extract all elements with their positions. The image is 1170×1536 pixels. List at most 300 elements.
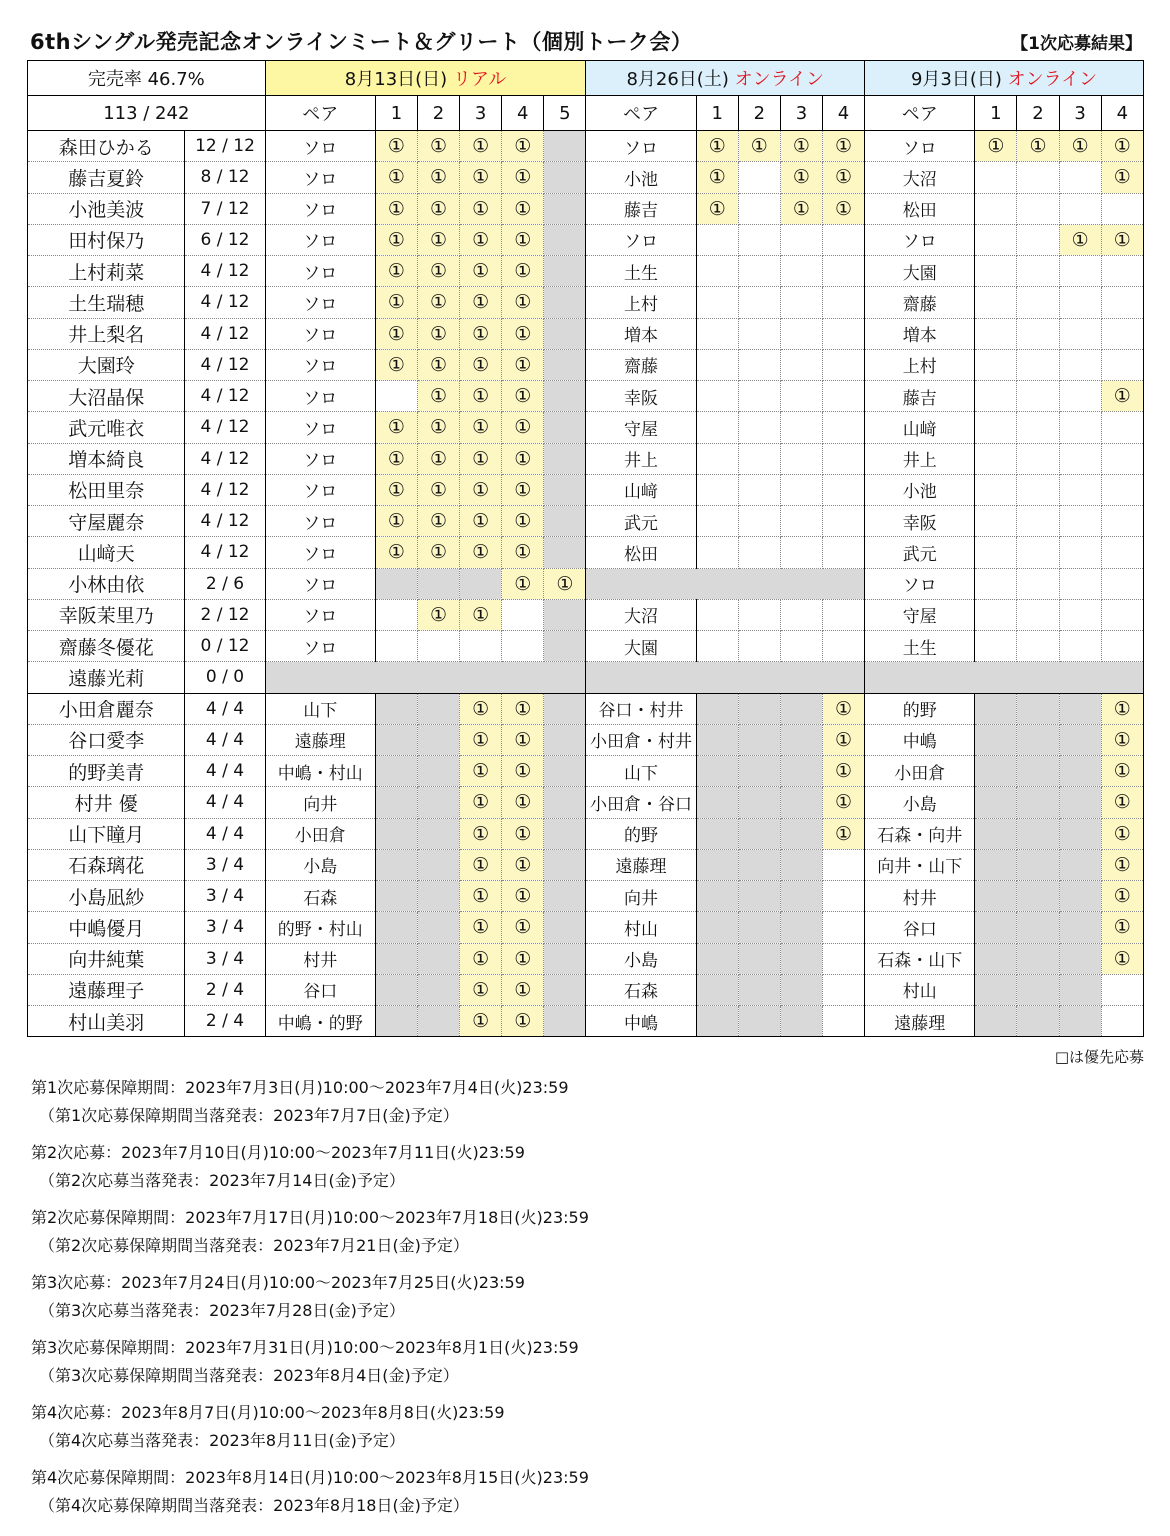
- pair-cell: ソロ: [265, 224, 375, 255]
- pair-cell: 小田倉・谷口: [586, 787, 696, 818]
- slot-header: 1: [375, 96, 417, 131]
- slot-empty: [822, 974, 864, 1005]
- slot-empty: [780, 224, 822, 255]
- member-ratio: 0 / 0: [185, 662, 265, 693]
- slot-empty: [1059, 412, 1101, 443]
- member-name: 石森璃花: [28, 849, 185, 880]
- pair-cell: 土生: [865, 631, 975, 662]
- slot-won-mark: ①: [1101, 849, 1143, 880]
- slot-empty: [696, 537, 738, 568]
- slot-empty: [738, 631, 780, 662]
- slot-empty: [1101, 318, 1143, 349]
- slot-empty: [1101, 287, 1143, 318]
- slot-unavailable: [375, 943, 417, 974]
- slot-empty: [1017, 193, 1059, 224]
- pair-cell: 大沼: [865, 162, 975, 193]
- slot-unavailable: [780, 818, 822, 849]
- slot-unavailable: [1017, 912, 1059, 943]
- slot-empty: [1017, 506, 1059, 537]
- slot-unavailable: [780, 881, 822, 912]
- slot-unavailable: [1017, 724, 1059, 755]
- slot-won-mark: ①: [460, 756, 502, 787]
- slot-unavailable: [696, 974, 738, 1005]
- slot-unavailable: [544, 943, 586, 974]
- slot-won-mark: ①: [822, 756, 864, 787]
- pair-cell: ソロ: [265, 474, 375, 505]
- member-row: [28, 506, 1144, 537]
- slot-unavailable: [375, 974, 417, 1005]
- slot-won-mark: ①: [502, 193, 544, 224]
- period-main: 第4次応募保障期間：2023年8月14日(月)10:00～2023年8月15日(火)23:59: [31, 1468, 589, 1487]
- pair-cell: 山﨑: [586, 474, 696, 505]
- member-ratio: 7 / 12: [185, 193, 265, 224]
- pair-header: ペア: [265, 96, 375, 131]
- member-ratio: 4 / 12: [185, 537, 265, 568]
- member-ratio: 4 / 4: [185, 756, 265, 787]
- slot-header: 4: [502, 96, 544, 131]
- slot-unavailable: [780, 787, 822, 818]
- period-announcement: （第2次応募保障期間当落発表：2023年7月21日(金)予定）: [39, 1236, 469, 1255]
- member-row: [28, 881, 1144, 912]
- event-header-row: [28, 61, 1144, 96]
- member-name: 井上梨名: [28, 318, 185, 349]
- slot-unavailable: [544, 287, 586, 318]
- slot-won-mark: ①: [502, 912, 544, 943]
- slot-unavailable: [544, 224, 586, 255]
- slot-empty: [696, 318, 738, 349]
- slot-empty: [975, 599, 1017, 630]
- slot-unavailable: [375, 818, 417, 849]
- slot-won-mark: ①: [375, 131, 417, 162]
- slot-empty: [738, 193, 780, 224]
- slot-empty: [696, 474, 738, 505]
- slot-unavailable: [544, 724, 586, 755]
- slot-unavailable: [375, 568, 417, 599]
- slot-won-mark: ①: [460, 443, 502, 474]
- slot-unavailable: [544, 131, 586, 162]
- member-row: [28, 662, 1144, 693]
- slot-unavailable: [738, 756, 780, 787]
- member-name: 小池美波: [28, 193, 185, 224]
- slot-header: 3: [780, 96, 822, 131]
- slot-unavailable: [544, 318, 586, 349]
- slot-empty: [780, 287, 822, 318]
- slot-empty: [1059, 287, 1101, 318]
- slot-won-mark: ①: [460, 1006, 502, 1037]
- pair-cell: 武元: [586, 506, 696, 537]
- slot-empty: [738, 224, 780, 255]
- pair-cell: 中嶋・的野: [265, 1006, 375, 1037]
- event-mode: オンライン: [1007, 69, 1098, 90]
- slot-unavailable: [1059, 787, 1101, 818]
- slot-won-mark: ①: [1101, 381, 1143, 412]
- slot-unavailable: [417, 568, 459, 599]
- slot-unavailable: [544, 506, 586, 537]
- slot-won-mark: ①: [502, 849, 544, 880]
- slot-empty: [738, 506, 780, 537]
- pair-cell: ソロ: [265, 631, 375, 662]
- member-name: 守屋麗奈: [28, 506, 185, 537]
- slot-won-mark: ①: [460, 381, 502, 412]
- slot-won-mark: ①: [738, 131, 780, 162]
- slot-unavailable: [738, 912, 780, 943]
- slot-empty: [822, 631, 864, 662]
- slot-unavailable: [544, 912, 586, 943]
- period-announcement: （第2次応募当落発表：2023年7月14日(金)予定）: [39, 1171, 405, 1190]
- pair-cell: ソロ: [265, 256, 375, 287]
- pair-cell: ソロ: [265, 506, 375, 537]
- slot-won-mark: ①: [460, 193, 502, 224]
- slot-empty: [1101, 412, 1143, 443]
- slot-empty: [1059, 162, 1101, 193]
- pair-cell: 中嶋: [586, 1006, 696, 1037]
- member-name: 村山美羽: [28, 1006, 185, 1037]
- member-ratio: 2 / 4: [185, 1006, 265, 1037]
- pair-cell: 村山: [586, 912, 696, 943]
- pair-cell: ソロ: [265, 349, 375, 380]
- slot-unavailable: [544, 256, 586, 287]
- period-main: 第2次応募保障期間：2023年7月17日(月)10:00～2023年7月18日(火)23:59: [31, 1208, 589, 1227]
- pair-cell: ソロ: [265, 599, 375, 630]
- pair-cell: 井上: [865, 443, 975, 474]
- slot-won-mark: ①: [460, 349, 502, 380]
- slot-unavailable: [696, 756, 738, 787]
- slot-empty: [696, 599, 738, 630]
- pair-cell: 石森: [265, 881, 375, 912]
- pair-cell: 山下: [265, 693, 375, 724]
- slot-won-mark: ①: [417, 443, 459, 474]
- member-row: [28, 787, 1144, 818]
- pair-cell: 谷口: [865, 912, 975, 943]
- slot-empty: [975, 318, 1017, 349]
- slot-empty: [975, 412, 1017, 443]
- member-ratio: 3 / 4: [185, 943, 265, 974]
- slot-unavailable: [696, 849, 738, 880]
- slot-empty: [1017, 381, 1059, 412]
- slot-won-mark: ①: [460, 724, 502, 755]
- slot-empty: [975, 349, 1017, 380]
- member-ratio: 4 / 12: [185, 256, 265, 287]
- slot-unavailable: [375, 912, 417, 943]
- slot-won-mark: ①: [502, 693, 544, 724]
- slot-empty: [738, 256, 780, 287]
- pair-cell: 山﨑: [865, 412, 975, 443]
- member-row: [28, 724, 1144, 755]
- slot-unavailable: [738, 849, 780, 880]
- slot-won-mark: ①: [460, 943, 502, 974]
- slot-unavailable: [975, 974, 1017, 1005]
- member-name: 松田里奈: [28, 474, 185, 505]
- member-row: [28, 631, 1144, 662]
- member-ratio: 4 / 4: [185, 787, 265, 818]
- slot-unavailable: [1017, 787, 1059, 818]
- slot-empty: [1059, 599, 1101, 630]
- pair-cell: 幸阪: [865, 506, 975, 537]
- slot-empty: [822, 412, 864, 443]
- slot-won-mark: ①: [502, 943, 544, 974]
- slot-header: 3: [1059, 96, 1101, 131]
- pair-cell: ソロ: [265, 131, 375, 162]
- pair-cell: 大園: [586, 631, 696, 662]
- slot-won-mark: ①: [1101, 224, 1143, 255]
- member-name: 谷口愛李: [28, 724, 185, 755]
- member-ratio: 8 / 12: [185, 162, 265, 193]
- member-name: 山下瞳月: [28, 818, 185, 849]
- slot-unavailable: [696, 881, 738, 912]
- slot-empty: [975, 193, 1017, 224]
- member-name: 藤吉夏鈴: [28, 162, 185, 193]
- slot-unavailable: [738, 1006, 780, 1037]
- slot-empty: [696, 349, 738, 380]
- pair-cell: 大沼: [586, 599, 696, 630]
- slot-empty: [1017, 631, 1059, 662]
- member-row: [28, 381, 1144, 412]
- slot-won-mark: ①: [417, 287, 459, 318]
- slot-unavailable: [696, 912, 738, 943]
- pair-cell: 上村: [586, 287, 696, 318]
- slot-won-mark: ①: [1101, 131, 1143, 162]
- slot-won-mark: ①: [1101, 881, 1143, 912]
- event-date: 8月13日(日): [344, 69, 448, 90]
- pair-cell: 石森・向井: [865, 818, 975, 849]
- member-name: 的野美青: [28, 756, 185, 787]
- member-row: [28, 162, 1144, 193]
- pair-header: ペア: [586, 96, 696, 131]
- slot-empty: [375, 599, 417, 630]
- pair-cell: ソロ: [265, 443, 375, 474]
- slot-won-mark: ①: [460, 599, 502, 630]
- slot-won-mark: ①: [502, 443, 544, 474]
- pair-cell: 松田: [865, 193, 975, 224]
- slot-won-mark: ①: [502, 162, 544, 193]
- pair-cell: ソロ: [865, 224, 975, 255]
- slot-empty: [822, 224, 864, 255]
- slot-unavailable: [1059, 756, 1101, 787]
- slot-won-mark: ①: [460, 256, 502, 287]
- slot-unavailable: [738, 724, 780, 755]
- slot-won-mark: ①: [417, 381, 459, 412]
- period-main: 第3次応募保障期間：2023年7月31日(月)10:00～2023年8月1日(火)23:59: [31, 1338, 579, 1357]
- slot-empty: [975, 287, 1017, 318]
- slot-unavailable: [544, 881, 586, 912]
- slot-unavailable: [375, 724, 417, 755]
- slot-unavailable: [417, 974, 459, 1005]
- member-row: [28, 693, 1144, 724]
- slot-empty: [738, 381, 780, 412]
- slot-unavailable: [1017, 881, 1059, 912]
- pair-cell: 齋藤: [865, 287, 975, 318]
- slot-won-mark: ①: [502, 724, 544, 755]
- slot-won-mark: ①: [502, 131, 544, 162]
- slot-won-mark: ①: [460, 287, 502, 318]
- slot-empty: [417, 631, 459, 662]
- slot-unavailable: [696, 818, 738, 849]
- slot-won-mark: ①: [375, 537, 417, 568]
- member-name: 中嶋優月: [28, 912, 185, 943]
- pair-cell: 井上: [586, 443, 696, 474]
- slot-unavailable: [544, 193, 586, 224]
- slot-unavailable: [544, 443, 586, 474]
- slot-won-mark: ①: [1059, 224, 1101, 255]
- slot-won-mark: ①: [375, 443, 417, 474]
- member-name: 向井純葉: [28, 943, 185, 974]
- slot-empty: [1101, 443, 1143, 474]
- slot-empty: [1059, 474, 1101, 505]
- slot-won-mark: ①: [822, 818, 864, 849]
- member-ratio: 4 / 12: [185, 443, 265, 474]
- slot-won-mark: ①: [502, 537, 544, 568]
- pair-cell: 谷口: [265, 974, 375, 1005]
- pair-cell: 向井: [586, 881, 696, 912]
- slot-empty: [780, 631, 822, 662]
- slot-unavailable: [696, 1006, 738, 1037]
- member-row: [28, 943, 1144, 974]
- slot-unavailable: [544, 474, 586, 505]
- slot-empty: [822, 287, 864, 318]
- slot-won-mark: ①: [502, 974, 544, 1005]
- legend-note: □は優先応募: [1054, 1048, 1144, 1066]
- member-row: [28, 256, 1144, 287]
- slot-unavailable: [1059, 1006, 1101, 1037]
- slot-empty: [1101, 974, 1143, 1005]
- member-ratio: 2 / 4: [185, 974, 265, 1005]
- member-ratio: 4 / 12: [185, 381, 265, 412]
- slot-unavailable: [1059, 912, 1101, 943]
- slot-empty: [1059, 443, 1101, 474]
- member-name: 小林由依: [28, 568, 185, 599]
- pair-cell: 幸阪: [586, 381, 696, 412]
- member-name: 増本綺良: [28, 443, 185, 474]
- slot-won-mark: ①: [375, 506, 417, 537]
- slot-won-mark: ①: [460, 537, 502, 568]
- slot-empty: [1017, 599, 1059, 630]
- slot-unavailable: [417, 1006, 459, 1037]
- slot-won-mark: ①: [822, 131, 864, 162]
- slot-won-mark: ①: [780, 131, 822, 162]
- pair-cell: 村山: [865, 974, 975, 1005]
- member-ratio: 3 / 4: [185, 881, 265, 912]
- member-row: [28, 224, 1144, 255]
- slot-won-mark: ①: [975, 131, 1017, 162]
- pair-cell: 大園: [865, 256, 975, 287]
- slot-empty: [1017, 349, 1059, 380]
- pair-cell: 小島: [265, 849, 375, 880]
- period-main: 第1次応募保障期間：2023年7月3日(月)10:00～2023年7月4日(火)23:59: [31, 1078, 569, 1097]
- slot-unavailable: [417, 849, 459, 880]
- slot-unavailable: [975, 787, 1017, 818]
- slot-empty: [696, 506, 738, 537]
- member-row: [28, 912, 1144, 943]
- slot-empty: [1017, 256, 1059, 287]
- slot-unavailable: [780, 912, 822, 943]
- pair-cell: 村井: [265, 943, 375, 974]
- slot-won-mark: ①: [375, 412, 417, 443]
- slot-won-mark: ①: [502, 1006, 544, 1037]
- pair-cell: 守屋: [586, 412, 696, 443]
- total-count: 113 / 242: [28, 96, 266, 131]
- slot-empty: [780, 381, 822, 412]
- slot-empty: [780, 412, 822, 443]
- slot-unavailable: [544, 349, 586, 380]
- slot-unavailable: [417, 881, 459, 912]
- pair-cell: ソロ: [865, 131, 975, 162]
- slot-empty: [780, 599, 822, 630]
- slot-won-mark: ①: [1101, 818, 1143, 849]
- slot-won-mark: ①: [502, 881, 544, 912]
- slot-unavailable: [780, 943, 822, 974]
- slot-empty: [822, 881, 864, 912]
- slot-won-mark: ①: [417, 162, 459, 193]
- member-name: 幸阪茉里乃: [28, 599, 185, 630]
- pair-cell: 松田: [586, 537, 696, 568]
- slot-won-mark: ①: [460, 506, 502, 537]
- slot-empty: [1101, 256, 1143, 287]
- slot-unavailable: [544, 537, 586, 568]
- slot-empty: [822, 912, 864, 943]
- slot-empty: [1017, 162, 1059, 193]
- member-row: [28, 193, 1144, 224]
- slot-empty: [1101, 599, 1143, 630]
- member-name: 武元唯衣: [28, 412, 185, 443]
- member-ratio: 4 / 12: [185, 349, 265, 380]
- member-name: 遠藤光莉: [28, 662, 185, 693]
- pair-cell: 中嶋・村山: [265, 756, 375, 787]
- slot-won-mark: ①: [1101, 912, 1143, 943]
- slot-won-mark: ①: [696, 131, 738, 162]
- slot-unavailable: [1059, 974, 1101, 1005]
- slot-header: 2: [738, 96, 780, 131]
- slot-won-mark: ①: [502, 224, 544, 255]
- slot-won-mark: ①: [502, 568, 544, 599]
- slot-empty: [822, 599, 864, 630]
- member-name: 土生瑞穂: [28, 287, 185, 318]
- pair-cell: 小島: [865, 787, 975, 818]
- slot-won-mark: ①: [502, 506, 544, 537]
- member-row: [28, 131, 1144, 162]
- pair-cell: 小島: [586, 943, 696, 974]
- slot-won-mark: ①: [460, 318, 502, 349]
- pair-cell: 上村: [865, 349, 975, 380]
- slot-won-mark: ①: [1059, 131, 1101, 162]
- slot-won-mark: ①: [375, 318, 417, 349]
- slot-won-mark: ①: [375, 474, 417, 505]
- slot-unavailable: [544, 599, 586, 630]
- slot-empty: [696, 287, 738, 318]
- period-main: 第2次応募：2023年7月10日(月)10:00～2023年7月11日(火)23:59: [31, 1143, 525, 1162]
- pair-cell: 小池: [586, 162, 696, 193]
- slot-won-mark: ①: [375, 162, 417, 193]
- slot-won-mark: ①: [417, 318, 459, 349]
- slot-unavailable: [417, 943, 459, 974]
- pair-cell: 増本: [865, 318, 975, 349]
- slot-won-mark: ①: [822, 193, 864, 224]
- results-table: [27, 60, 1144, 1037]
- pair-cell: ソロ: [265, 412, 375, 443]
- slot-unavailable: [780, 724, 822, 755]
- slot-empty: [780, 349, 822, 380]
- pair-cell: 的野: [865, 693, 975, 724]
- period-announcement: （第4次応募当落発表：2023年8月11日(金)予定）: [39, 1431, 405, 1450]
- pair-cell: ソロ: [586, 224, 696, 255]
- slot-empty: [1017, 412, 1059, 443]
- slot-won-mark: ①: [460, 693, 502, 724]
- slot-unavailable: [1017, 849, 1059, 880]
- pair-cell: ソロ: [265, 568, 375, 599]
- pair-cell: ソロ: [265, 381, 375, 412]
- slot-unavailable: [1017, 756, 1059, 787]
- slot-empty: [1059, 506, 1101, 537]
- result-label: 【1次応募結果】: [1011, 34, 1142, 54]
